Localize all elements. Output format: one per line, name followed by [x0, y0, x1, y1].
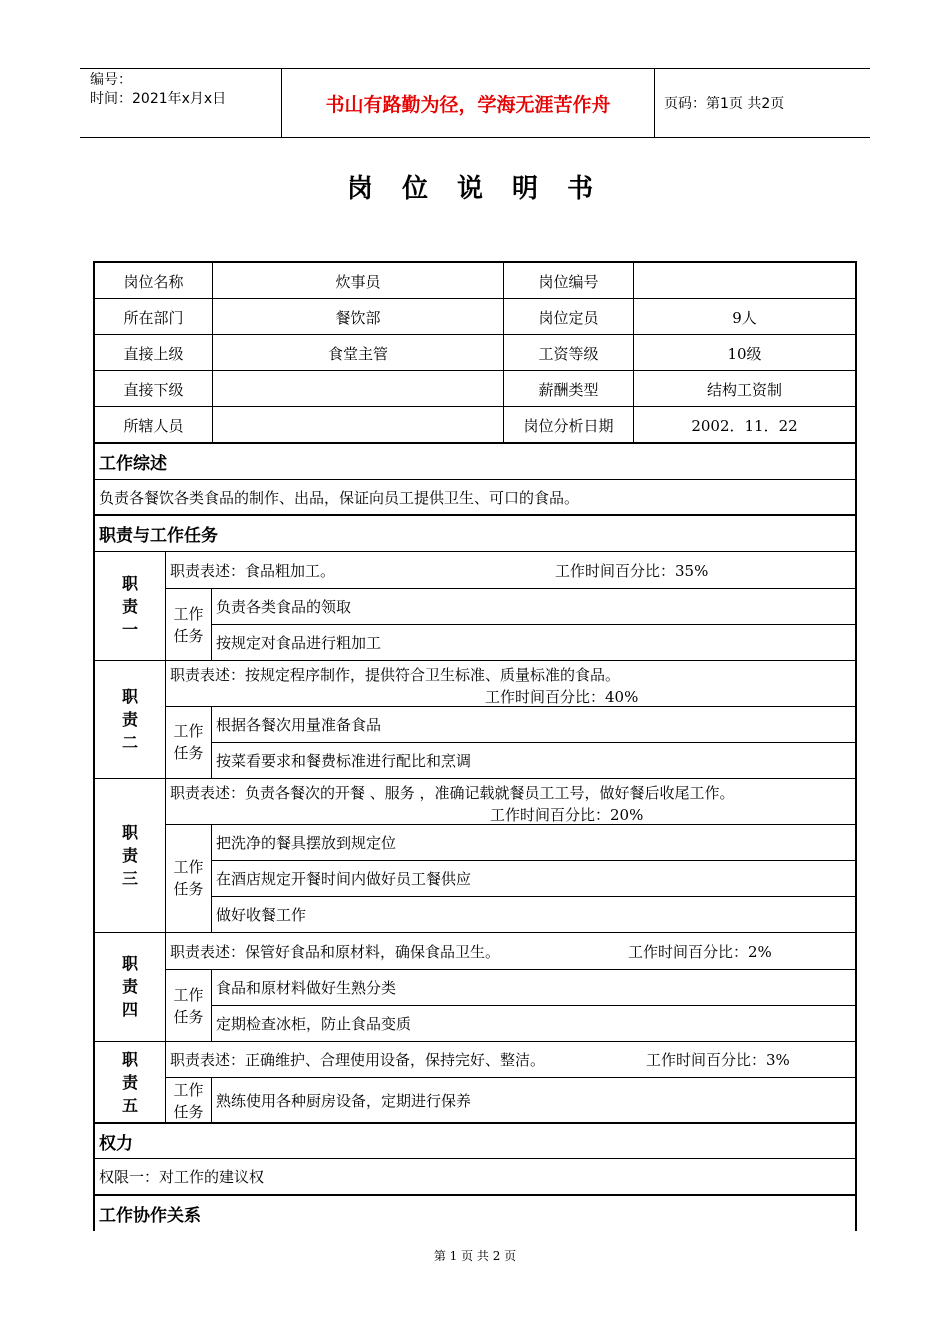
duty-2-desc: 职责表述：按规定程序制作，提供符合卫生标准、质量标准的食品。 — [170, 666, 621, 684]
duty-2-label: 职 责 二 — [121, 686, 138, 752]
duty-4-desc: 职责表述：保管好食品和原材料，确保食品卫生。 — [170, 942, 501, 961]
duty-5-desc: 职责表述：正确维护、合理使用设备，保持完好、整洁。 — [170, 1051, 546, 1069]
label-analysis-date: 岗位分析日期 — [523, 416, 614, 435]
duty-1-task-1: 负责各类食品的领取 — [216, 598, 352, 616]
duty-2-task-1: 根据各餐次用量准备食品 — [216, 716, 382, 734]
value-supervisor: 食堂主管 — [327, 344, 388, 363]
value-analysis-date: 2002．11．22 — [691, 416, 798, 435]
duty-1-desc: 职责表述：食品粗加工。 — [170, 561, 336, 580]
number-label: 编号： — [90, 72, 132, 88]
duty-4-pct: 工作时间百分比：2% — [628, 943, 772, 961]
label-subordinate: 直接下级 — [123, 380, 184, 399]
duty-3-label: 职 责 三 — [121, 822, 138, 888]
value-job-code — [634, 263, 855, 299]
header-meta — [80, 69, 282, 137]
duty-3-task-2: 在酒店规定开餐时间内做好员工餐供应 — [216, 870, 472, 888]
value-staff — [213, 407, 503, 443]
label-job-name: 岗位名称 — [123, 272, 184, 291]
duty-4-task-1: 食品和原材料做好生熟分类 — [216, 979, 397, 997]
duty-5-pct: 工作时间百分比：3% — [646, 1051, 790, 1069]
duty-1-work-label: 工作 任务 — [173, 605, 204, 645]
label-pay-type: 薪酬类型 — [538, 380, 599, 399]
duty-3-desc: 职责表述：负责各餐次的开餐 、服务 ，准确记载就餐员工工号，做好餐后收尾工作。 — [170, 784, 735, 802]
duty-2-work-label: 工作 任务 — [173, 722, 204, 762]
value-subordinate — [213, 371, 503, 407]
label-supervisor: 直接上级 — [123, 344, 184, 363]
page-footer: 第 1 页 共 2 页 — [433, 1249, 517, 1263]
duties-heading: 职责与工作任务 — [99, 526, 218, 546]
label-headcount: 岗位定员 — [538, 308, 599, 327]
duty-1-pct: 工作时间百分比：35% — [555, 562, 709, 580]
value-department: 餐饮部 — [335, 308, 381, 327]
time-label: 时间：2021年x月x日 — [90, 91, 227, 107]
value-pay-type: 结构工资制 — [706, 380, 782, 399]
duty-5-task-1: 熟练使用各种厨房设备，定期进行保养 — [216, 1092, 472, 1110]
duty-4-label: 职 责 四 — [121, 954, 138, 1019]
motto: 书山有路勤为径，学海无涯苦作舟 — [282, 69, 655, 137]
label-staff: 所辖人员 — [123, 416, 184, 435]
value-salary-grade: 10级 — [727, 344, 762, 363]
duty-1-task-2: 按规定对食品进行粗加工 — [216, 634, 382, 652]
duty-3-pct: 工作时间百分比：20% — [490, 806, 644, 824]
summary-heading: 工作综述 — [99, 454, 167, 474]
page-label: 页码：第1页 共2页 — [664, 96, 785, 112]
duty-2-task-2: 按菜看要求和餐费标准进行配比和烹调 — [216, 752, 472, 770]
duty-5-label: 职 责 五 — [121, 1049, 138, 1115]
duty-3-work-label: 工作 任务 — [173, 858, 204, 898]
power-heading: 权力 — [99, 1133, 133, 1154]
document-header — [80, 68, 870, 138]
duty-3-task-1: 把洗净的餐具摆放到规定位 — [216, 834, 397, 852]
value-headcount: 9人 — [732, 308, 757, 327]
cooperation-heading: 工作协作关系 — [99, 1206, 201, 1226]
summary-text: 负责各餐饮各类食品的制作、出品，保证向员工提供卫生、可口的食品。 — [99, 489, 580, 507]
duty-4-work-label: 工作 任务 — [173, 985, 204, 1026]
label-salary-grade: 工资等级 — [538, 344, 599, 363]
job-description-table — [93, 261, 857, 1231]
label-department: 所在部门 — [123, 308, 184, 327]
duty-2-pct: 工作时间百分比：40% — [485, 688, 639, 706]
power-text: 权限一：对工作的建议权 — [99, 1168, 265, 1186]
value-job-name: 炊事员 — [335, 272, 381, 291]
duty-4-task-2: 定期检查冰柜，防止食品变质 — [216, 1015, 412, 1033]
page-title: 岗 位 说 明 书 — [346, 174, 604, 204]
duty-3-task-3: 做好收餐工作 — [216, 906, 307, 924]
duty-1-label: 职 责 一 — [121, 573, 138, 639]
label-job-code: 岗位编号 — [538, 272, 599, 291]
duty-5-work-label: 工作 任务 — [173, 1080, 204, 1121]
